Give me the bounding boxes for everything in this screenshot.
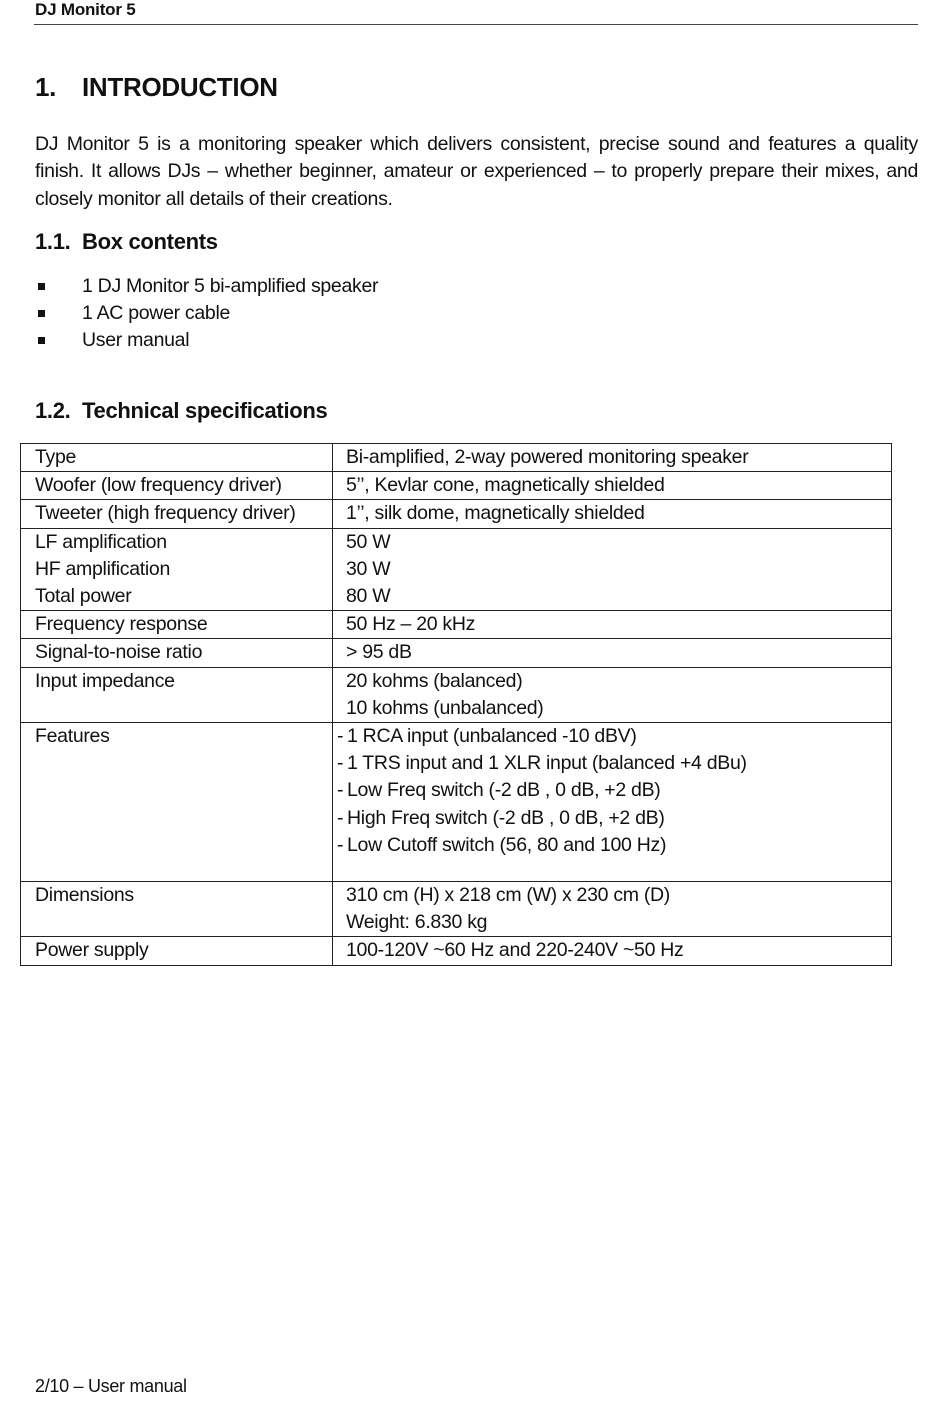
spec-value: > 95 dB — [346, 641, 412, 664]
spec-value: Weight: 6.830 kg — [346, 911, 488, 934]
box-contents-list — [35, 273, 378, 355]
spec-value — [337, 750, 891, 777]
spec-value-cell — [333, 937, 892, 965]
spec-label: Total power — [35, 585, 132, 608]
spec-value: 1’’, silk dome, magnetically shielded — [346, 502, 645, 525]
table-row — [21, 611, 892, 639]
table-row — [21, 937, 892, 965]
spec-label-cell — [21, 528, 333, 611]
dash-bullet-icon: - — [337, 752, 344, 775]
dash-bullet-icon: - — [337, 779, 344, 802]
spec-value-cell — [333, 500, 892, 528]
spec-label: Frequency response — [35, 613, 208, 636]
spec-value-cell — [333, 639, 892, 667]
section-title: INTRODUCTION — [82, 72, 278, 102]
spec-label: LF amplification — [35, 530, 167, 553]
list-item-text: User manual — [82, 329, 190, 352]
spec-label-cell — [21, 667, 333, 722]
list-item — [35, 327, 378, 354]
table-row — [21, 667, 892, 722]
subsection-heading-box-contents — [35, 229, 218, 255]
spec-value-text: Low Cutoff switch (56, 80 and 100 Hz) — [347, 833, 667, 856]
spec-value-cell — [333, 472, 892, 500]
spec-label: Signal-to-noise ratio — [35, 641, 203, 664]
spec-value: 80 W — [346, 585, 391, 608]
spec-label-cell — [21, 611, 333, 639]
spec-label: Tweeter (high frequency driver) — [35, 502, 296, 525]
spec-label: Dimensions — [35, 884, 134, 907]
spec-value-cell — [333, 667, 892, 722]
header-divider — [34, 24, 918, 25]
specifications-table-body — [21, 444, 892, 966]
dash-bullet-icon: - — [337, 725, 344, 748]
table-row — [21, 639, 892, 667]
spec-value: 30 W — [346, 557, 391, 580]
table-row — [21, 444, 892, 472]
bullet-square-icon — [38, 310, 45, 317]
list-item — [35, 273, 378, 300]
spec-label-cell — [21, 639, 333, 667]
spec-value-cell — [333, 882, 892, 937]
table-row — [21, 882, 892, 937]
spec-label-cell — [21, 444, 333, 472]
subsection-number: 1.1. — [35, 229, 71, 254]
spec-value-cell — [333, 723, 892, 882]
running-header: DJ Monitor 5 — [35, 0, 136, 19]
intro-paragraph: DJ Monitor 5 is a monitoring speaker which delivers consistent, precise sound and features a quality finish. It allows DJs – whether beginner, amateur or experienced – to properly prepare their mixes, and closely monitor all details of their creations. — [35, 133, 918, 210]
spec-value — [337, 805, 891, 832]
subsection-title: Technical specifications — [82, 398, 328, 423]
spec-value-cell — [333, 528, 892, 611]
spec-value-text: 1 TRS input and 1 XLR input (balanced +4 dBu) — [347, 752, 747, 775]
spec-value: 50 W — [346, 530, 391, 553]
spec-value-text: 1 RCA input (unbalanced -10 dBV) — [347, 725, 637, 748]
spec-label-cell — [21, 500, 333, 528]
spec-value: Bi-amplified, 2-way powered monitoring speaker — [346, 446, 749, 468]
table-row — [21, 472, 892, 500]
dash-bullet-icon: - — [337, 833, 344, 856]
spec-label: Features — [35, 725, 110, 748]
spec-value: 20 kohms (balanced) — [346, 669, 523, 692]
subsection-number: 1.2. — [35, 398, 71, 423]
dash-bullet-icon: - — [337, 806, 344, 829]
section-number: 1. — [35, 72, 57, 102]
spec-label-cell — [21, 882, 333, 937]
list-item — [35, 300, 378, 327]
spec-value: 310 cm (H) x 218 cm (W) x 230 cm (D) — [346, 884, 670, 907]
spec-label-cell — [21, 937, 333, 965]
spec-label-cell — [21, 723, 333, 882]
subsection-title: Box contents — [82, 229, 218, 254]
bullet-square-icon — [38, 337, 45, 344]
section-heading-introduction — [35, 72, 278, 103]
table-row — [21, 528, 892, 611]
list-item-text: 1 DJ Monitor 5 bi-amplified speaker — [82, 275, 379, 297]
spec-value: 50 Hz – 20 kHz — [346, 613, 476, 636]
spec-label-cell — [21, 472, 333, 500]
spec-value: 10 kohms (unbalanced) — [346, 696, 544, 719]
list-item-text: 1 AC power cable — [82, 302, 231, 325]
spec-label: HF amplification — [35, 557, 170, 580]
specifications-table — [20, 443, 892, 966]
table-row — [21, 500, 892, 528]
spec-value-text: Low Freq switch (-2 dB , 0 dB, +2 dB) — [347, 779, 661, 802]
spec-value — [337, 777, 891, 804]
spec-value — [337, 723, 891, 750]
spec-value: 100-120V ~60 Hz and 220-240V ~50 Hz — [346, 939, 684, 962]
spec-value-cell — [333, 444, 892, 472]
spec-label: Input impedance — [35, 669, 175, 692]
spec-label: Power supply — [35, 939, 149, 962]
subsection-heading-technical-specifications — [35, 398, 327, 424]
table-row — [21, 723, 892, 882]
page-footer: 2/10 – User manual — [35, 1376, 187, 1396]
spec-value-text: High Freq switch (-2 dB , 0 dB, +2 dB) — [347, 806, 665, 829]
spec-label: Type — [35, 446, 77, 468]
spec-value: 5’’, Kevlar cone, magnetically shielded — [346, 474, 665, 497]
spec-value-cell — [333, 611, 892, 639]
bullet-square-icon — [38, 283, 45, 290]
spec-label: Woofer (low frequency driver) — [35, 474, 282, 497]
spec-value — [337, 832, 891, 859]
